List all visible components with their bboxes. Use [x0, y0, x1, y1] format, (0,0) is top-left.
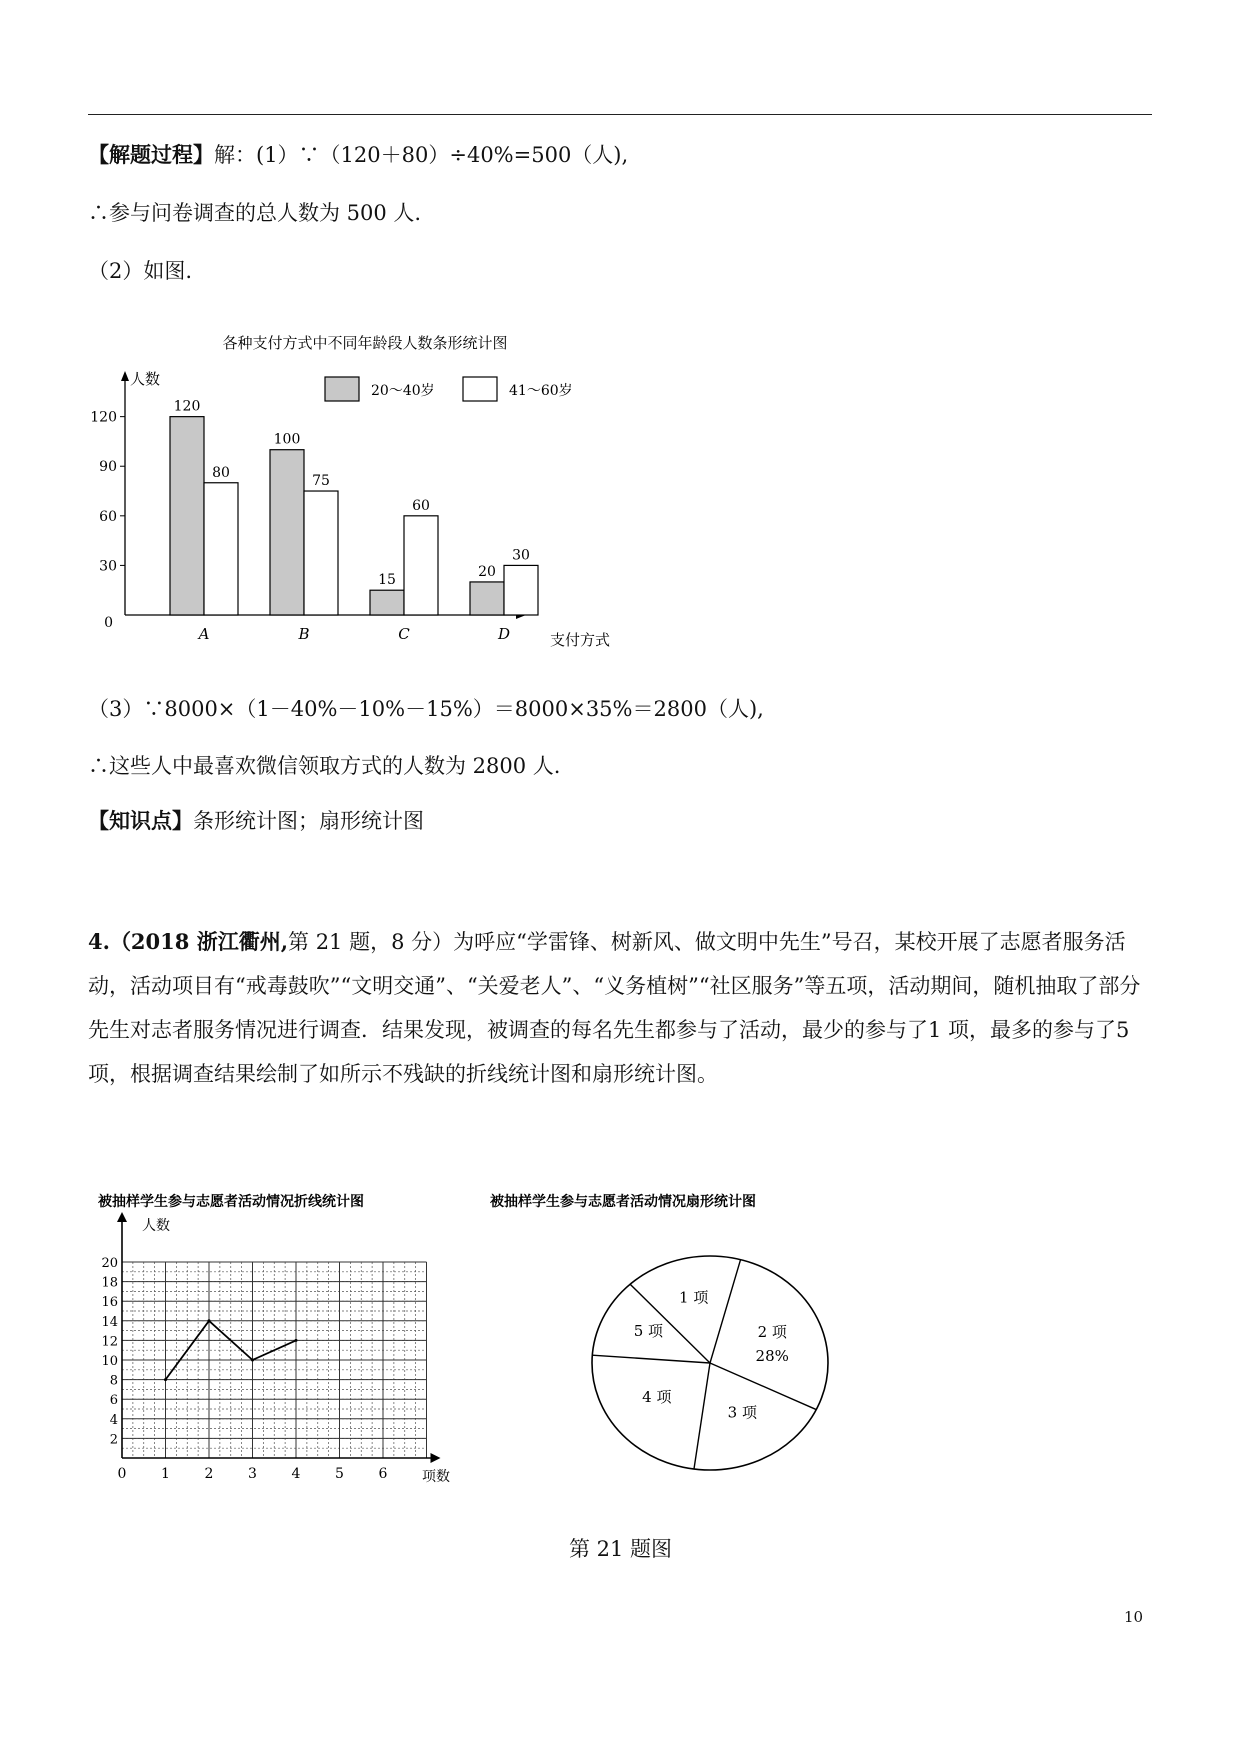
bar-chart-y-tick-label: 90 [99, 459, 117, 476]
line-chart-y-tick-label: 16 [101, 1295, 118, 1311]
bar-chart-bars [170, 399, 538, 643]
bar-chart-bar [470, 582, 504, 615]
solution-line-1-text: 解：(1）∵（120＋80）÷40%=500（人), [214, 143, 629, 167]
bar-chart-legend [325, 377, 573, 401]
knowledge-point-tag: 【知识点】 [88, 808, 193, 833]
line-chart-y-arrow [117, 1212, 127, 1222]
pie-chart-slice-label: 4 项 [642, 1388, 672, 1407]
bar-chart-legend-swatch [325, 377, 359, 401]
bar-chart-y-tick-label: 0 [104, 615, 113, 631]
pie-chart [490, 1188, 870, 1518]
solution-line-4: （3）∵8000×（1－40%－10%－15%）＝8000×35%＝2800（人), [88, 697, 764, 721]
bar-chart-category-label: B [298, 625, 310, 643]
bar-chart-y-tick-label: 30 [99, 558, 117, 575]
bar-chart-title: 各种支付方式中不同年龄段人数条形统计图 [222, 334, 508, 352]
line-chart-y-tick-label: 14 [101, 1314, 118, 1330]
line-chart [90, 1188, 470, 1518]
bar-chart-data-label: 100 [273, 431, 301, 448]
bar-chart-bar [304, 491, 338, 615]
line-chart-x-tick-label: 0 [117, 1466, 127, 1482]
line-chart-y-tick-label: 10 [101, 1354, 118, 1369]
bar-chart-bar [270, 450, 304, 615]
line-chart-y-tick-label: 4 [109, 1412, 118, 1428]
question-body: 第 21 题，8 分）为呼应“学雷锋、树新风、做文明中先生”号召，某校开展了志愿者服务活动，活动项目有“戒毒鼓吹”“文明交通”、“关爱老人”、“义务植树”“社区服务”等五项，活动期间，随机抽取了部分先生对志者服务情况进行调查．结果发现，被调查的每名先生都参与了活动，最少的参与了1 项，最多的参与了5 项，根据调查结果绘制了如所示不残缺的折线统计图和扇形统计图。 [88, 930, 1141, 1086]
line-chart-x-tick-label: 3 [248, 1466, 257, 1482]
bar-chart-ticks [90, 410, 125, 631]
question-source: （2018 浙江衢州, [109, 929, 289, 954]
solution-line-2: ∴参与问卷调查的总人数为 500 人. [88, 201, 422, 225]
line-chart-point [251, 1359, 254, 1362]
bar-chart-data-label: 60 [412, 497, 430, 514]
bar-chart-category-label: C [398, 625, 410, 643]
bar-chart-bar [504, 565, 538, 615]
pie-chart-title: 被抽样学生参与志愿者活动情况扇形统计图 [490, 1194, 756, 1210]
line-chart-x-tick-label: 1 [161, 1466, 170, 1482]
pie-chart-slice-percent: 28% [755, 1347, 789, 1366]
bar-chart-y-arrow [121, 371, 129, 381]
pie-chart-slices [592, 1256, 828, 1470]
line-chart-point [208, 1319, 211, 1322]
pie-chart-slice-label: 5 项 [633, 1321, 664, 1340]
line-chart-x-tick-label: 4 [291, 1466, 301, 1482]
bar-chart-legend-label: 20～40岁 [371, 383, 435, 399]
bar-chart-bar [170, 417, 204, 615]
line-chart-x-tick-label: 5 [335, 1466, 344, 1482]
line-chart-y-tick-label: 6 [109, 1393, 118, 1409]
bar-chart-bar [404, 516, 438, 615]
bar-chart-data-label: 80 [212, 464, 230, 481]
line-chart-point [295, 1339, 298, 1342]
bar-chart-legend-label: 41～60岁 [509, 383, 573, 399]
bar-chart-y-tick-label: 60 [99, 508, 117, 525]
bar-chart-xlabel: 支付方式 [550, 631, 611, 649]
bar-chart-data-label: 30 [512, 547, 530, 564]
bar-chart-data-label: 75 [312, 473, 330, 490]
bar-chart-legend-swatch [463, 377, 497, 401]
line-chart-y-tick-label: 20 [101, 1256, 118, 1271]
solution-line-3: （2）如图. [88, 259, 193, 283]
pie-chart-slice-label: 3 项 [727, 1403, 757, 1422]
bar-chart-bar [370, 590, 404, 615]
page-number: 10 [1124, 1608, 1144, 1626]
line-chart-ticks [101, 1256, 387, 1482]
pie-chart-slice-label: 2 项 [757, 1323, 787, 1342]
question-number: 4. [88, 929, 110, 954]
line-chart-y-tick-label: 18 [101, 1275, 118, 1291]
line-chart-x-tick-label: 6 [378, 1466, 388, 1482]
bar-chart-category-label: A [198, 625, 210, 643]
line-chart-title: 被抽样学生参与志愿者活动情况折线统计图 [98, 1194, 364, 1210]
bar-chart-category-label: D [497, 625, 511, 643]
solution-line-1 [88, 140, 628, 170]
line-chart-xlabel: 项数 [422, 1469, 450, 1485]
solution-tag: 【解题过程】 [88, 142, 214, 167]
bar-chart-data-label: 120 [173, 398, 201, 415]
bar-chart-bar [204, 483, 238, 615]
knowledge-point-text: 条形统计图；扇形统计图 [193, 809, 424, 833]
bar-chart-data-label: 20 [478, 563, 496, 580]
bar-chart [90, 325, 630, 655]
line-chart-grid [122, 1262, 427, 1458]
header-rule [88, 114, 1152, 115]
line-chart-y-tick-label: 2 [109, 1432, 118, 1448]
line-chart-y-tick-label: 8 [109, 1373, 118, 1389]
line-chart-x-tick-label: 2 [204, 1466, 214, 1482]
line-chart-x-arrow [431, 1453, 441, 1463]
bar-chart-ylabel: 人数 [130, 370, 161, 388]
line-chart-point [164, 1378, 167, 1381]
bar-chart-data-label: 15 [378, 572, 396, 589]
figure-caption: 第 21 题图 [568, 1537, 673, 1561]
line-chart-ylabel: 人数 [142, 1218, 170, 1234]
line-chart-y-tick-label: 12 [101, 1334, 118, 1350]
bar-chart-y-tick-label: 120 [90, 409, 117, 426]
solution-line-5: ∴这些人中最喜欢微信领取方式的人数为 2800 人. [88, 754, 561, 778]
pie-chart-slice-label: 1 项 [679, 1288, 709, 1307]
knowledge-point [88, 806, 424, 836]
question-4 [88, 920, 1152, 1096]
